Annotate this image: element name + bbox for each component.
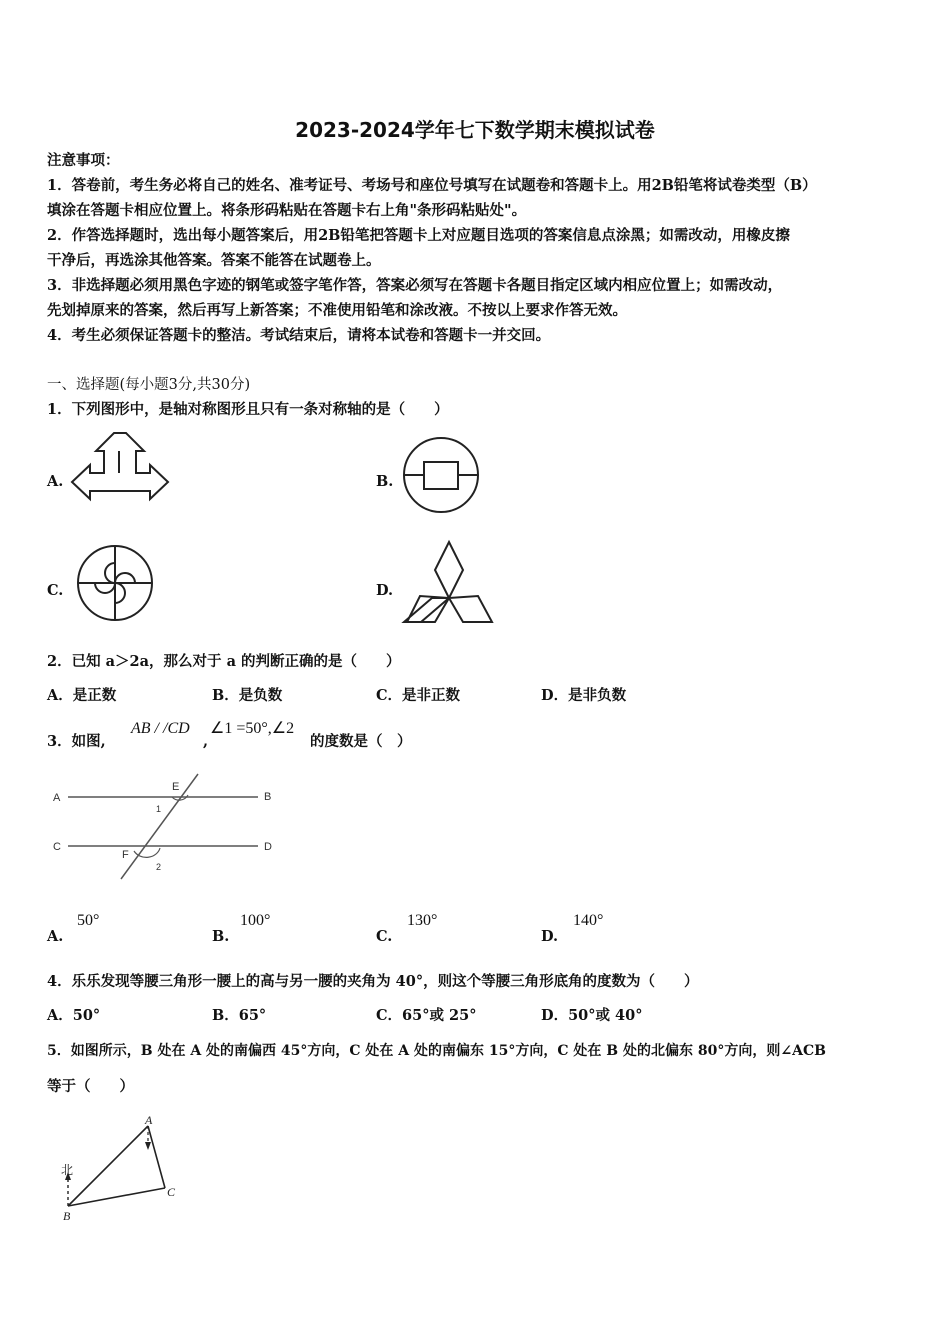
q3-option-b-label: B. xyxy=(212,928,230,945)
q5-label-north: 北 xyxy=(61,1163,74,1177)
q3-label-d: D xyxy=(264,841,272,853)
q3-label-a: A xyxy=(53,792,61,804)
q3-label-f: F xyxy=(122,849,129,861)
q4-option-c: C．65°或 25° xyxy=(376,1007,477,1024)
q3-suffix: 的度数是（ ） xyxy=(310,733,412,750)
q3-label-c: C xyxy=(53,841,61,853)
q3-option-a-value: 50° xyxy=(77,912,100,929)
q4-stem: 4．乐乐发现等腰三角形一腰上的高与另一腰的夹角为 40°，则这个等腰三角形底角的度数为（ ） xyxy=(47,973,699,990)
q3-option-d-label: D. xyxy=(541,928,559,945)
q3-option-c-value: 130° xyxy=(407,912,438,929)
q3-label-angle-2: 2 xyxy=(156,862,162,872)
q1-figure-d-three-diamonds xyxy=(402,540,498,626)
q3-option-a-label: A. xyxy=(47,928,64,945)
q3-label-e: E xyxy=(172,781,180,793)
q4-option-a: A．50° xyxy=(47,1007,101,1024)
notes-block xyxy=(47,150,907,347)
q1-figure-b-circle-square xyxy=(402,436,482,516)
q1-option-a-label: A. xyxy=(47,473,64,490)
notes-heading: 注意事项： xyxy=(47,152,120,169)
q3-option-c-label: C. xyxy=(376,928,393,945)
q5-label-a: A xyxy=(145,1113,153,1127)
q3-label-b: B xyxy=(264,791,272,803)
q5-stem-line1: 5．如图所示，B 处在 A 处的南偏西 45°方向，C 处在 A 处的南偏东 15°方向，C 处在 B 处的北偏东 80°方向，则∠ACB xyxy=(47,1043,826,1059)
q3-prefix: 3．如图, xyxy=(47,733,106,750)
notes-line: 2．作答选择题时，选出每小题答案后，用2B铅笔把答题卡上对应题目选项的答案信息点涂黑；如需改动，用橡皮擦 xyxy=(47,227,790,244)
q1-figure-c-pinwheel xyxy=(76,544,156,624)
q2-option-a: A．是正数 xyxy=(47,687,117,704)
q1-figure-a-arrows xyxy=(70,430,170,512)
q1-stem: 1．下列图形中，是轴对称图形且只有一条对称轴的是（ ） xyxy=(47,401,449,418)
notes-line: 4．考生必须保证答题卡的整洁。考试结束后，请将本试卷和答题卡一并交回。 xyxy=(47,327,551,344)
section-heading: 一、选择题(每小题3分,共30分) xyxy=(47,377,251,393)
q2-option-c: C．是非正数 xyxy=(376,687,461,704)
notes-line: 填涂在答题卡相应位置上。将条形码粘贴在答题卡右上角"条形码粘贴处"。 xyxy=(47,202,527,219)
q5-label-b: B xyxy=(63,1209,71,1223)
q3-label-angle-1: 1 xyxy=(156,804,162,814)
q3-math-angle: ∠1 =50°,∠2 xyxy=(210,720,295,737)
q3-comma: , xyxy=(203,733,209,750)
q3-math-parallel: AB / /CD xyxy=(131,720,190,737)
notes-line: 1．答卷前，考生务必将自己的姓名、准考证号、考场号和座位号填写在试题卷和答题卡上。用2B铅笔将试卷类型（B） xyxy=(47,177,817,194)
q5-stem-line2: 等于（ ） xyxy=(47,1078,134,1095)
q2-stem: 2．已知 a＞2a，那么对于 a 的判断正确的是（ ） xyxy=(47,653,401,670)
page-title: 2023-2024学年七下数学期末模拟试卷 xyxy=(295,118,655,142)
notes-line: 先划掉原来的答案，然后再写上新答案；不准使用铅笔和涂改液。不按以上要求作答无效。 xyxy=(47,302,627,319)
q1-option-c-label: C. xyxy=(47,582,64,599)
q5-label-c: C xyxy=(167,1185,176,1199)
q3-option-b-value: 100° xyxy=(240,912,271,929)
q3-figure-parallel-lines xyxy=(48,772,288,884)
notes-line: 3．非选择题必须用黑色字迹的钢笔或签字笔作答，答案必须写在答题卡各题目指定区域内相应位置上；如需改动， xyxy=(47,277,783,294)
q1-option-d-label: D. xyxy=(376,582,394,599)
q5-figure-triangle xyxy=(55,1112,195,1224)
q4-option-b: B．65° xyxy=(212,1007,267,1024)
q3-option-d-value: 140° xyxy=(573,912,604,929)
q2-option-d: D．是非负数 xyxy=(541,687,627,704)
notes-line: 干净后，再选涂其他答案。答案不能答在试题卷上。 xyxy=(47,252,381,269)
q4-option-d: D．50°或 40° xyxy=(541,1007,643,1024)
q2-option-b: B．是负数 xyxy=(212,687,283,704)
q1-option-b-label: B. xyxy=(376,473,394,490)
